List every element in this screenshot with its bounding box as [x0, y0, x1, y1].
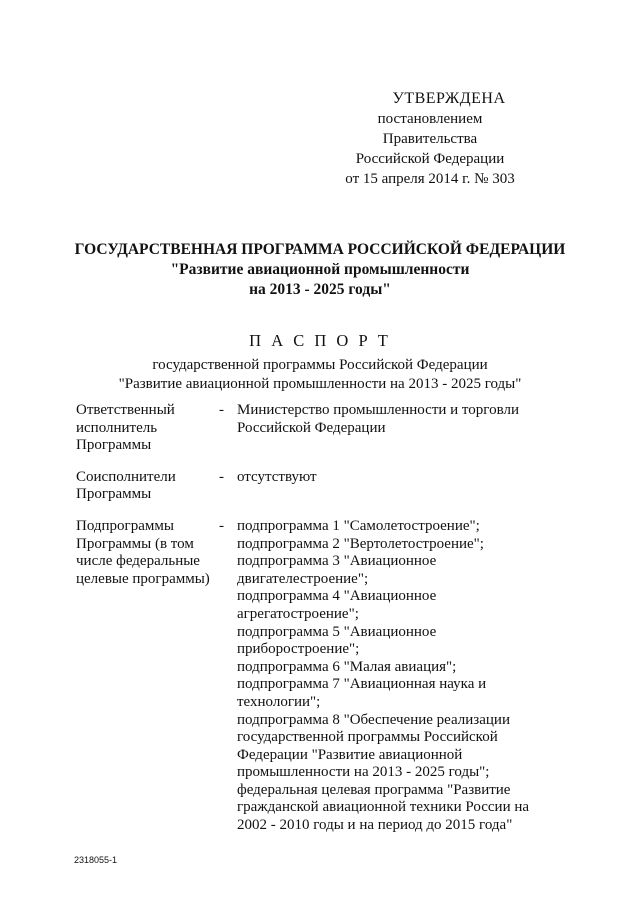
passport-label-line: Соисполнители — [76, 468, 176, 485]
program-title-line-3: на 2013 - 2025 годы" — [249, 281, 391, 298]
passport-value-line: подпрограмма 4 "Авиационное — [237, 588, 437, 605]
passport-value-line: государственной программы Российской — [237, 729, 498, 746]
passport-subtitle — [0, 356, 640, 394]
passport-label-line: Программы — [76, 486, 152, 503]
passport-label-line: Ответственный — [76, 402, 175, 418]
approval-line-3: от 15 апреля 2014 г. № 303 — [345, 171, 515, 187]
document-code: 2318055-1 — [74, 855, 118, 865]
program-title — [0, 240, 640, 300]
passport-value-line: технологии"; — [237, 693, 321, 710]
passport-row — [76, 518, 546, 835]
passport-label-line: Программы — [76, 437, 152, 454]
passport-label-line: целевые программы) — [76, 570, 210, 587]
passport-row-value — [237, 518, 546, 835]
approval-title: УТВЕРЖДЕНА — [392, 90, 506, 107]
passport-value-line: подпрограмма 1 "Самолетостроение"; — [237, 517, 480, 534]
passport-value-line: двигателестроение"; — [237, 570, 369, 587]
passport-value-line: промышленности на 2013 - 2025 годы"; — [237, 764, 490, 781]
passport-table — [76, 402, 546, 849]
passport-value-line: подпрограмма 8 "Обеспечение реализации — [237, 711, 510, 728]
passport-value-line: 2002 - 2010 годы и на период до 2015 года" — [237, 817, 513, 834]
passport-value-line: приборостроение"; — [237, 641, 360, 658]
passport-row-dash: - — [219, 402, 224, 418]
passport-value-line: агрегатостроение"; — [237, 605, 359, 622]
passport-row-value — [237, 469, 546, 504]
passport-heading: П А С П О Р Т — [249, 331, 391, 350]
passport-value-line: подпрограмма 6 "Малая авиация"; — [237, 658, 457, 675]
passport-value-line: подпрограмма 5 "Авиационное — [237, 623, 437, 640]
program-title-line-1: ГОСУДАРСТВЕННАЯ ПРОГРАММА РОССИЙСКОЙ ФЕДЕРАЦИИ — [74, 241, 566, 258]
passport-value-line: Министерство промышленности и торговли — [237, 402, 519, 418]
passport-label-line: числе федеральные — [76, 553, 200, 570]
passport-value-line: отсутствуют — [237, 468, 317, 485]
passport-value-line: подпрограмма 7 "Авиационная наука и — [237, 676, 487, 693]
passport-row — [76, 402, 546, 455]
passport-row-value — [237, 402, 546, 455]
approval-line-2: Российской Федерации — [355, 151, 505, 167]
passport-row-dash: - — [219, 468, 224, 485]
approval-stamp — [330, 89, 530, 189]
passport-value-line: гражданской авиационной техники России на — [237, 799, 530, 816]
passport-value-line: подпрограмма 3 "Авиационное — [237, 553, 437, 570]
passport-value-line: Российской Федерации — [237, 419, 386, 436]
program-title-line-2: "Развитие авиационной промышленности — [170, 261, 470, 278]
passport-row-dash: - — [219, 517, 224, 534]
passport-subtitle-line-1: государственной программы Российской Федерации — [152, 357, 488, 373]
passport-value-line: подпрограмма 2 "Вертолетостроение"; — [237, 535, 484, 552]
passport-label-line: Подпрограммы — [76, 517, 174, 534]
passport-label-line: исполнитель — [76, 419, 158, 436]
passport-label-line: Программы (в том — [76, 535, 194, 552]
passport-subtitle-line-2: "Развитие авиационной промышленности на 2013 - 2025 годы" — [118, 376, 522, 392]
approval-line-1: постановлением Правительства — [377, 111, 483, 147]
passport-row-label — [76, 469, 219, 504]
passport-value-line: Федерации "Развитие авиационной — [237, 746, 463, 763]
passport-row-label — [76, 518, 219, 835]
passport-value-line: федеральная целевая программа "Развитие — [237, 781, 511, 798]
passport-row-label — [76, 402, 219, 455]
passport-row — [76, 469, 546, 504]
